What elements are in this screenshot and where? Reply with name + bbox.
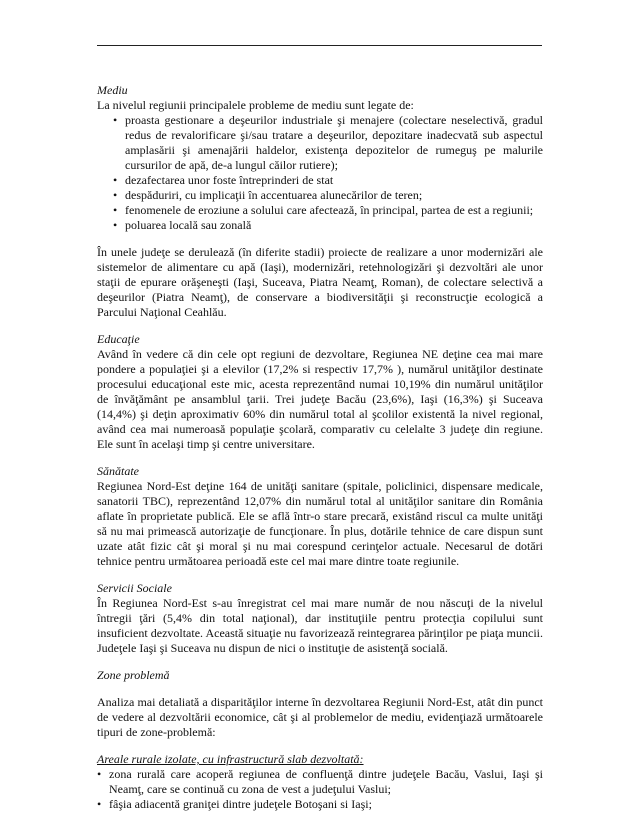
bullet-icon: • bbox=[97, 797, 102, 811]
list-item: • despăduriri, cu implicaţii în accentuarea alunecărilor de teren; bbox=[113, 188, 423, 202]
servicii-paragraph: În Regiunea Nord-Est s-au înregistrat cel mai mare număr de nou născuţi de la nivelul întregii ţări (5,4% din total naţional), dar instituţiile pentru protecţia copilului sunt insuficient dezvoltate. Această situaţie nu favorizează reintegrarea părinţilor pe piaţa muncii. Judeţele Iaşi şi Suceava nu dispun de nici o instituţie de asistenţă socială. bbox=[97, 596, 543, 655]
document-body bbox=[97, 83, 543, 812]
bullet-icon: • bbox=[113, 203, 118, 217]
zone-subheading: Areale rurale izolate, cu infrastructură slab dezvoltată: bbox=[97, 752, 364, 766]
sanatate-paragraph: Regiunea Nord-Est deţine 164 de unităţi sanitare (spitale, policlinici, dispensare medicale, sanatorii TBC), reprezentând 12,07% din numărul total al unităţilor sanitare din România aflate în proprietate publică. Ele se află într-o stare precară, existând riscul ca multe unităţi să nu mai primească autorizaţie de funcţionare. În plus, dotările tehnice de care dispun sunt uzate atât fizic cât şi moral şi nu mai corespund cerinţelor actuale. Necesarul de dotări tehnice pentru următoarea perioadă este cel mai mare dintre toate regiunile. bbox=[97, 479, 543, 568]
section-heading-servicii-sociale: Servicii Sociale bbox=[97, 581, 172, 595]
list-item: • zona rurală care acoperă regiunea de confluenţă dintre judeţele Bacău, Vaslui, Iaşi şi Neamţ, care se continuă cu zona de vest a judeţului Vaslui; bbox=[97, 767, 543, 796]
section-heading-mediu: Mediu bbox=[97, 83, 128, 97]
educatie-paragraph: Având în vedere că din cele opt regiuni de dezvoltare, Regiunea NE deţine cea mai mare pondere a populaţiei şi a elevilor (17,2% si respectiv 17,7% ), numărul unităţilor destinate procesului educaţional este mic, acesta reprezentând numai 10,19% din numărul unităţilor de învăţământ pe ansamblul ţarii. Trei judeţe Bacău (23,6%), Iaşi (16,3%) şi Suceava (14,4%) şi deţin aproximativ 60% din numărul total al şcolilor existentă la nivel regional, având cea mai numeroasă populaţie şcolară, comparativ cu celelalte 3 judeţe din regiune. Ele sunt în acelaşi timp şi centre universitare. bbox=[97, 347, 543, 451]
list-item: • fâşia adiacentă graniţei dintre judeţele Botoşani si Iaşi; bbox=[97, 797, 372, 811]
section-heading-zone-problema: Zone problemă bbox=[97, 668, 170, 682]
bullet-icon: • bbox=[113, 113, 118, 127]
bullet-icon: • bbox=[113, 188, 118, 202]
list-item: • fenomenele de eroziune a solului care afectează, în principal, partea de est a regiunii; bbox=[113, 203, 534, 217]
header-rule bbox=[97, 45, 542, 46]
mediu-paragraph: În unele judeţe se derulează (în diferite stadii) proiecte de realizare a unor modernizări ale sistemelor de alimentare cu apă (Iaşi), modernizări, retehnologizări şi dezvoltări ale unor staţii de epurare orăşeneşti (Iaşi, Suceava, Piatra Neamţ, Roman), de colectare selectivă a deşeurilor (Piatra Neamţ), de conservare a biodiversităţii şi reconstrucţie ecologică a Parcului Naţional Ceahlău. bbox=[97, 245, 543, 319]
list-item: • proasta gestionare a deşeurilor industriale şi menajere (colectare neselectivă, gradul redus de revalorificare şi/sau tratare a deşeurilor, depozitare inadecvată sub aspectul amplasării şi amenajării haldelor, existenţa depozitelor de rumeguş pe malurile cursurilor de apă, de-a lungul căilor rutiere); bbox=[113, 113, 543, 172]
zone-paragraph: Analiza mai detaliată a disparităţilor interne în dezvoltarea Regiunii Nord-Est, atât din punct de vedere al dezvoltării economice, cât şi al problemelor de mediu, evidenţiază următoarele tipuri de zone-problemă: bbox=[97, 695, 543, 739]
bullet-icon: • bbox=[97, 767, 102, 781]
zone-bullet-list bbox=[97, 767, 543, 812]
list-item: • poluarea locală sau zonală bbox=[113, 218, 252, 232]
list-item: • dezafectarea unor foste întreprinderi de stat bbox=[113, 173, 334, 187]
mediu-bullet-list bbox=[97, 113, 543, 233]
bullet-icon: • bbox=[113, 173, 118, 187]
section-heading-sanatate: Sănătate bbox=[97, 464, 139, 478]
section-heading-educatie: Educaţie bbox=[97, 332, 140, 346]
mediu-intro: La nivelul regiunii principalele probleme de mediu sunt legate de: bbox=[97, 98, 414, 112]
bullet-icon: • bbox=[113, 218, 118, 232]
